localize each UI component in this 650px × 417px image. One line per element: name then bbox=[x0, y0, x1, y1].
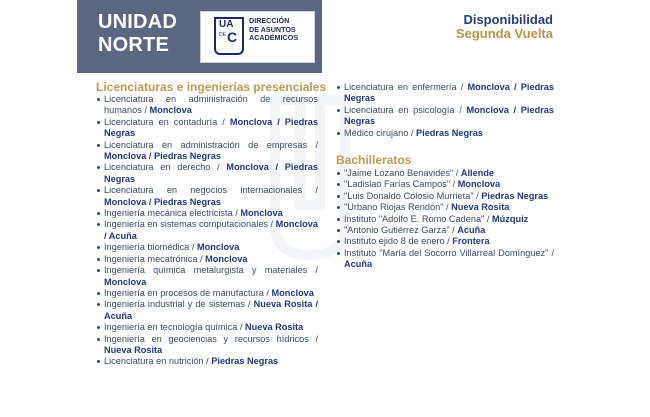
school-name: "Ladislao Farías Campos" / bbox=[344, 179, 456, 190]
logo-text-line2: DE ASUNTOS bbox=[249, 24, 296, 34]
licenciaturas-list bbox=[96, 94, 318, 368]
availability-title: Disponibilidad bbox=[463, 12, 553, 27]
campus-name: Múzquiz bbox=[492, 213, 529, 224]
program-name: Licenciatura en psicología / bbox=[344, 104, 462, 115]
school-name: Instituto "Adolfo E. Romo Cadena" / bbox=[344, 213, 490, 224]
unit-title-line2: NORTE bbox=[98, 34, 169, 56]
school-name: Instituto "María del Socorro Villarreal Domínguez" / bbox=[344, 247, 554, 258]
school-name: Instituto ejido 8 de enero / bbox=[344, 236, 450, 247]
campus-name: Acuña bbox=[344, 259, 373, 270]
campus-name: Monclova / Piedras Negras bbox=[104, 162, 318, 184]
campus-name: Monclova / Piedras Negras bbox=[104, 116, 318, 139]
campus-name: Allende bbox=[460, 168, 495, 178]
campus-name: Acuña bbox=[457, 225, 486, 236]
program-name: Licenciatura en administración de empresas / bbox=[104, 139, 318, 150]
school-name: "Jaime Lozano Benavides" / bbox=[344, 168, 459, 178]
campus-name: Monclova bbox=[457, 179, 501, 190]
campus-name: Nueva Rosita bbox=[451, 202, 510, 213]
campus-name: Monclova bbox=[196, 242, 240, 253]
list-item bbox=[336, 168, 554, 179]
program-name: Licenciatura en enfermería / bbox=[344, 82, 464, 92]
licenciaturas-heading: Licenciaturas e ingenierías presenciales bbox=[96, 80, 327, 94]
list-item bbox=[96, 94, 318, 117]
list-item bbox=[96, 242, 318, 253]
campus-name: Piedras Negras bbox=[481, 190, 549, 201]
campus-name: Monclova / Piedras Negras bbox=[104, 151, 221, 162]
logo-text-line3: ACADÉMICOS bbox=[249, 33, 299, 43]
campus-name: Monclova bbox=[271, 287, 314, 298]
program-name: Ingeniería en geociencias y recursos hídricos / bbox=[104, 333, 318, 344]
campus-name: Nueva Rosita bbox=[104, 344, 163, 355]
logo-ua: UA bbox=[219, 19, 234, 30]
campus-name: Monclova / Acuña bbox=[104, 219, 318, 241]
campus-name: Monclova bbox=[205, 253, 248, 264]
school-name: "Antonio Gutiérrez Garza" / bbox=[344, 225, 455, 236]
campus-name: Monclova bbox=[104, 276, 147, 287]
list-item bbox=[336, 105, 554, 128]
list-item bbox=[96, 334, 318, 357]
bachilleratos-heading: Bachilleratos bbox=[336, 153, 412, 167]
list-item bbox=[336, 202, 554, 213]
list-item bbox=[336, 82, 554, 105]
program-name: Licenciatura en contaduría / bbox=[104, 116, 225, 127]
campus-name: Monclova / Piedras Negras bbox=[344, 104, 554, 127]
list-item bbox=[96, 185, 318, 208]
program-name: Ingeniería en tecnología química / bbox=[104, 322, 243, 333]
list-item bbox=[96, 117, 318, 140]
list-item bbox=[96, 356, 318, 367]
list-item bbox=[336, 128, 554, 139]
logo-c: C bbox=[227, 29, 238, 45]
list-item bbox=[336, 248, 554, 271]
bachilleratos-list bbox=[336, 168, 554, 271]
list-item bbox=[96, 140, 318, 163]
program-name: Ingeniería en sistemas computacionales / bbox=[104, 219, 274, 230]
list-item bbox=[96, 288, 318, 299]
list-item bbox=[96, 219, 318, 242]
campus-name: Nueva Rosita / Acuña bbox=[104, 299, 318, 321]
campus-name: Piedras Negras bbox=[211, 356, 279, 367]
campus-name: Piedras Negras bbox=[416, 127, 483, 138]
logo-text bbox=[249, 17, 298, 43]
program-name: Licenciatura en negocios internacionales / bbox=[104, 185, 318, 196]
list-item bbox=[336, 236, 554, 247]
list-item bbox=[96, 208, 318, 219]
program-name: Ingeniería biomédica / bbox=[104, 242, 195, 253]
list-item bbox=[336, 191, 554, 202]
unit-title-line1: UNIDAD bbox=[98, 11, 177, 33]
program-name: Licenciatura en derecho / bbox=[104, 162, 220, 173]
program-name: Ingeniería química metalurgista y materiales / bbox=[104, 265, 318, 276]
school-name: "Urbano Riojas Rendón" / bbox=[344, 202, 449, 213]
program-name: Ingeniería industrial y de sistemas / bbox=[104, 299, 251, 310]
campus-name: Nueva Rosita bbox=[244, 322, 304, 333]
program-name: Ingeniería mecánica electricista / bbox=[104, 208, 238, 219]
school-name: "Luis Donaldo Colosio Murrieta" / bbox=[344, 190, 479, 201]
campus-name: Monclova bbox=[240, 208, 283, 219]
program-name: Ingeniería mecatrónica / bbox=[104, 253, 203, 264]
logo-de: DE bbox=[219, 32, 226, 38]
program-name: Médico cirujano / bbox=[344, 127, 414, 138]
program-name: Licenciatura en nutrición / bbox=[104, 356, 209, 367]
logo-text-line1: DIRECCIÓN bbox=[249, 16, 290, 25]
program-name: Ingeniería en procesos de manufactura / bbox=[104, 287, 269, 298]
round-subtitle: Segunda Vuelta bbox=[455, 26, 553, 41]
list-item bbox=[336, 214, 554, 225]
campus-name: Frontera bbox=[452, 236, 490, 247]
list-item bbox=[336, 179, 554, 190]
campus-name: Monclova / Piedras Negras bbox=[344, 82, 554, 104]
licenciaturas-list-continued bbox=[336, 82, 554, 139]
campus-name: Monclova / Piedras Negras bbox=[104, 196, 221, 207]
list-item bbox=[96, 254, 318, 265]
list-item bbox=[96, 299, 318, 322]
list-item bbox=[336, 225, 554, 236]
unit-title bbox=[98, 11, 177, 57]
program-name: Licenciatura en administración de recursos humanos / bbox=[104, 94, 318, 116]
list-item bbox=[96, 322, 318, 333]
campus-name: Monclova bbox=[149, 105, 192, 116]
list-item bbox=[96, 265, 318, 288]
list-item bbox=[96, 162, 318, 185]
